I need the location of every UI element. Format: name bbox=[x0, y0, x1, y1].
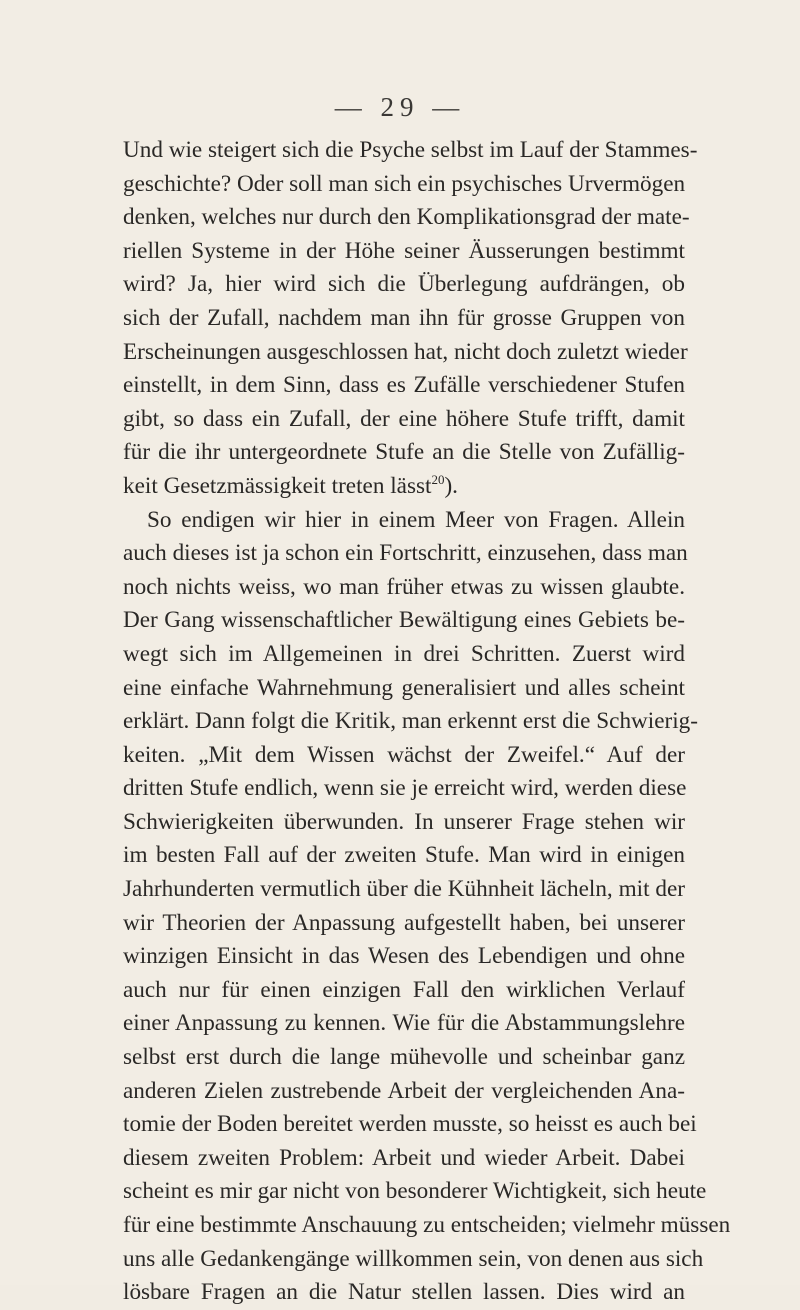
text-fragment: ). bbox=[444, 472, 458, 499]
text-line: wir Theorien der Anpassung aufgestellt haben, bei unserer bbox=[123, 909, 685, 936]
text-line: einer Anpassung zu kennen. Wie für die Abstammungslehre bbox=[123, 1010, 685, 1037]
text-line: noch nichts weiss, wo man früher etwas zu wissen glaubte. bbox=[123, 573, 685, 600]
text-line: anderen Zielen zustrebende Arbeit der vergleichenden Ana- bbox=[123, 1077, 685, 1104]
text-line: uns alle Gedankengänge willkommen sein, von denen aus sich bbox=[123, 1245, 704, 1272]
text-line: dritten Stufe endlich, wenn sie je erreicht wird, werden diese bbox=[123, 775, 687, 802]
text-line: riellen Systeme in der Höhe seiner Äusserungen bestimmt bbox=[123, 237, 685, 264]
text-line: geschichte? Oder soll man sich ein psychisches Urvermögen bbox=[123, 170, 686, 197]
text-line: Erscheinungen ausgeschlossen hat, nicht doch zuletzt wieder bbox=[123, 338, 688, 365]
text-line: So endigen wir hier in einem Meer von Fragen. Allein bbox=[147, 506, 685, 533]
text-fragment: keit Gesetzmässigkeit treten lässt bbox=[123, 472, 432, 499]
text-line: tomie der Boden bereitet werden musste, so heisst es auch bei bbox=[123, 1111, 697, 1138]
page-number: — 29 — bbox=[334, 92, 466, 122]
text-line: erklärt. Dann folgt die Kritik, man erkennt erst die Schwierig- bbox=[123, 708, 699, 735]
text-line: Und wie steigert sich die Psyche selbst im Lauf der Stammes- bbox=[123, 137, 698, 163]
text-line: auch dieses ist ja schon ein Fortschritt, einzusehen, dass man bbox=[123, 540, 688, 567]
text-line: im besten Fall auf der zweiten Stufe. Man wird in einigen bbox=[123, 842, 685, 869]
text-line: Schwierigkeiten überwunden. In unserer Frage stehen wir bbox=[123, 808, 685, 835]
text-line: auch nur für einen einzigen Fall den wirklichen Verlauf bbox=[123, 976, 685, 1003]
text-line: selbst erst durch die lange mühevolle und scheinbar ganz bbox=[123, 1044, 685, 1071]
text-line: für eine bestimmte Anschauung zu entscheiden; vielmehr müssen bbox=[123, 1212, 731, 1238]
page-header bbox=[0, 92, 800, 123]
text-line: sich der Zufall, nachdem man ihn für grosse Gruppen von bbox=[123, 304, 685, 331]
text-line: einstellt, in dem Sinn, dass es Zufälle verschiedener Stufen bbox=[123, 372, 685, 399]
text-line: für die ihr untergeordnete Stufe an die Stelle von Zufällig- bbox=[123, 439, 685, 466]
body-text bbox=[123, 134, 731, 1310]
text-line: denken, welches nur durch den Komplikationsgrad der mate- bbox=[123, 204, 690, 231]
text-line: Der Gang wissenschaftlicher Bewältigung eines Gebiets be- bbox=[123, 607, 685, 634]
text-line: wird? Ja, hier wird sich die Überlegung aufdrängen, ob bbox=[123, 271, 685, 298]
text-line: scheint es mir gar nicht von besonderer Wichtigkeit, sich heute bbox=[123, 1178, 707, 1205]
text-line: wegt sich im Allgemeinen in drei Schritten. Zuerst wird bbox=[123, 640, 685, 667]
footnote-reference[interactable]: 20 bbox=[431, 471, 445, 487]
text-line: lösbare Fragen an die Natur stellen lassen. Dies wird an bbox=[123, 1279, 685, 1306]
text-line: gibt, so dass ein Zufall, der eine höhere Stufe trifft, damit bbox=[123, 405, 685, 432]
text-line: keiten. „Mit dem Wissen wächst der Zweifel.“ Auf der bbox=[123, 741, 685, 768]
text-line: Jahrhunderten vermutlich über die Kühnheit lächeln, mit der bbox=[123, 876, 685, 903]
text-line: diesem zweiten Problem: Arbeit und wieder Arbeit. Dabei bbox=[123, 1144, 685, 1171]
text-line-with-footnote bbox=[123, 470, 685, 504]
text-line: winzigen Einsicht in das Wesen des Lebendigen und ohne bbox=[123, 943, 685, 970]
text-line: eine einfache Wahrnehmung generalisiert und alles scheint bbox=[123, 674, 685, 701]
